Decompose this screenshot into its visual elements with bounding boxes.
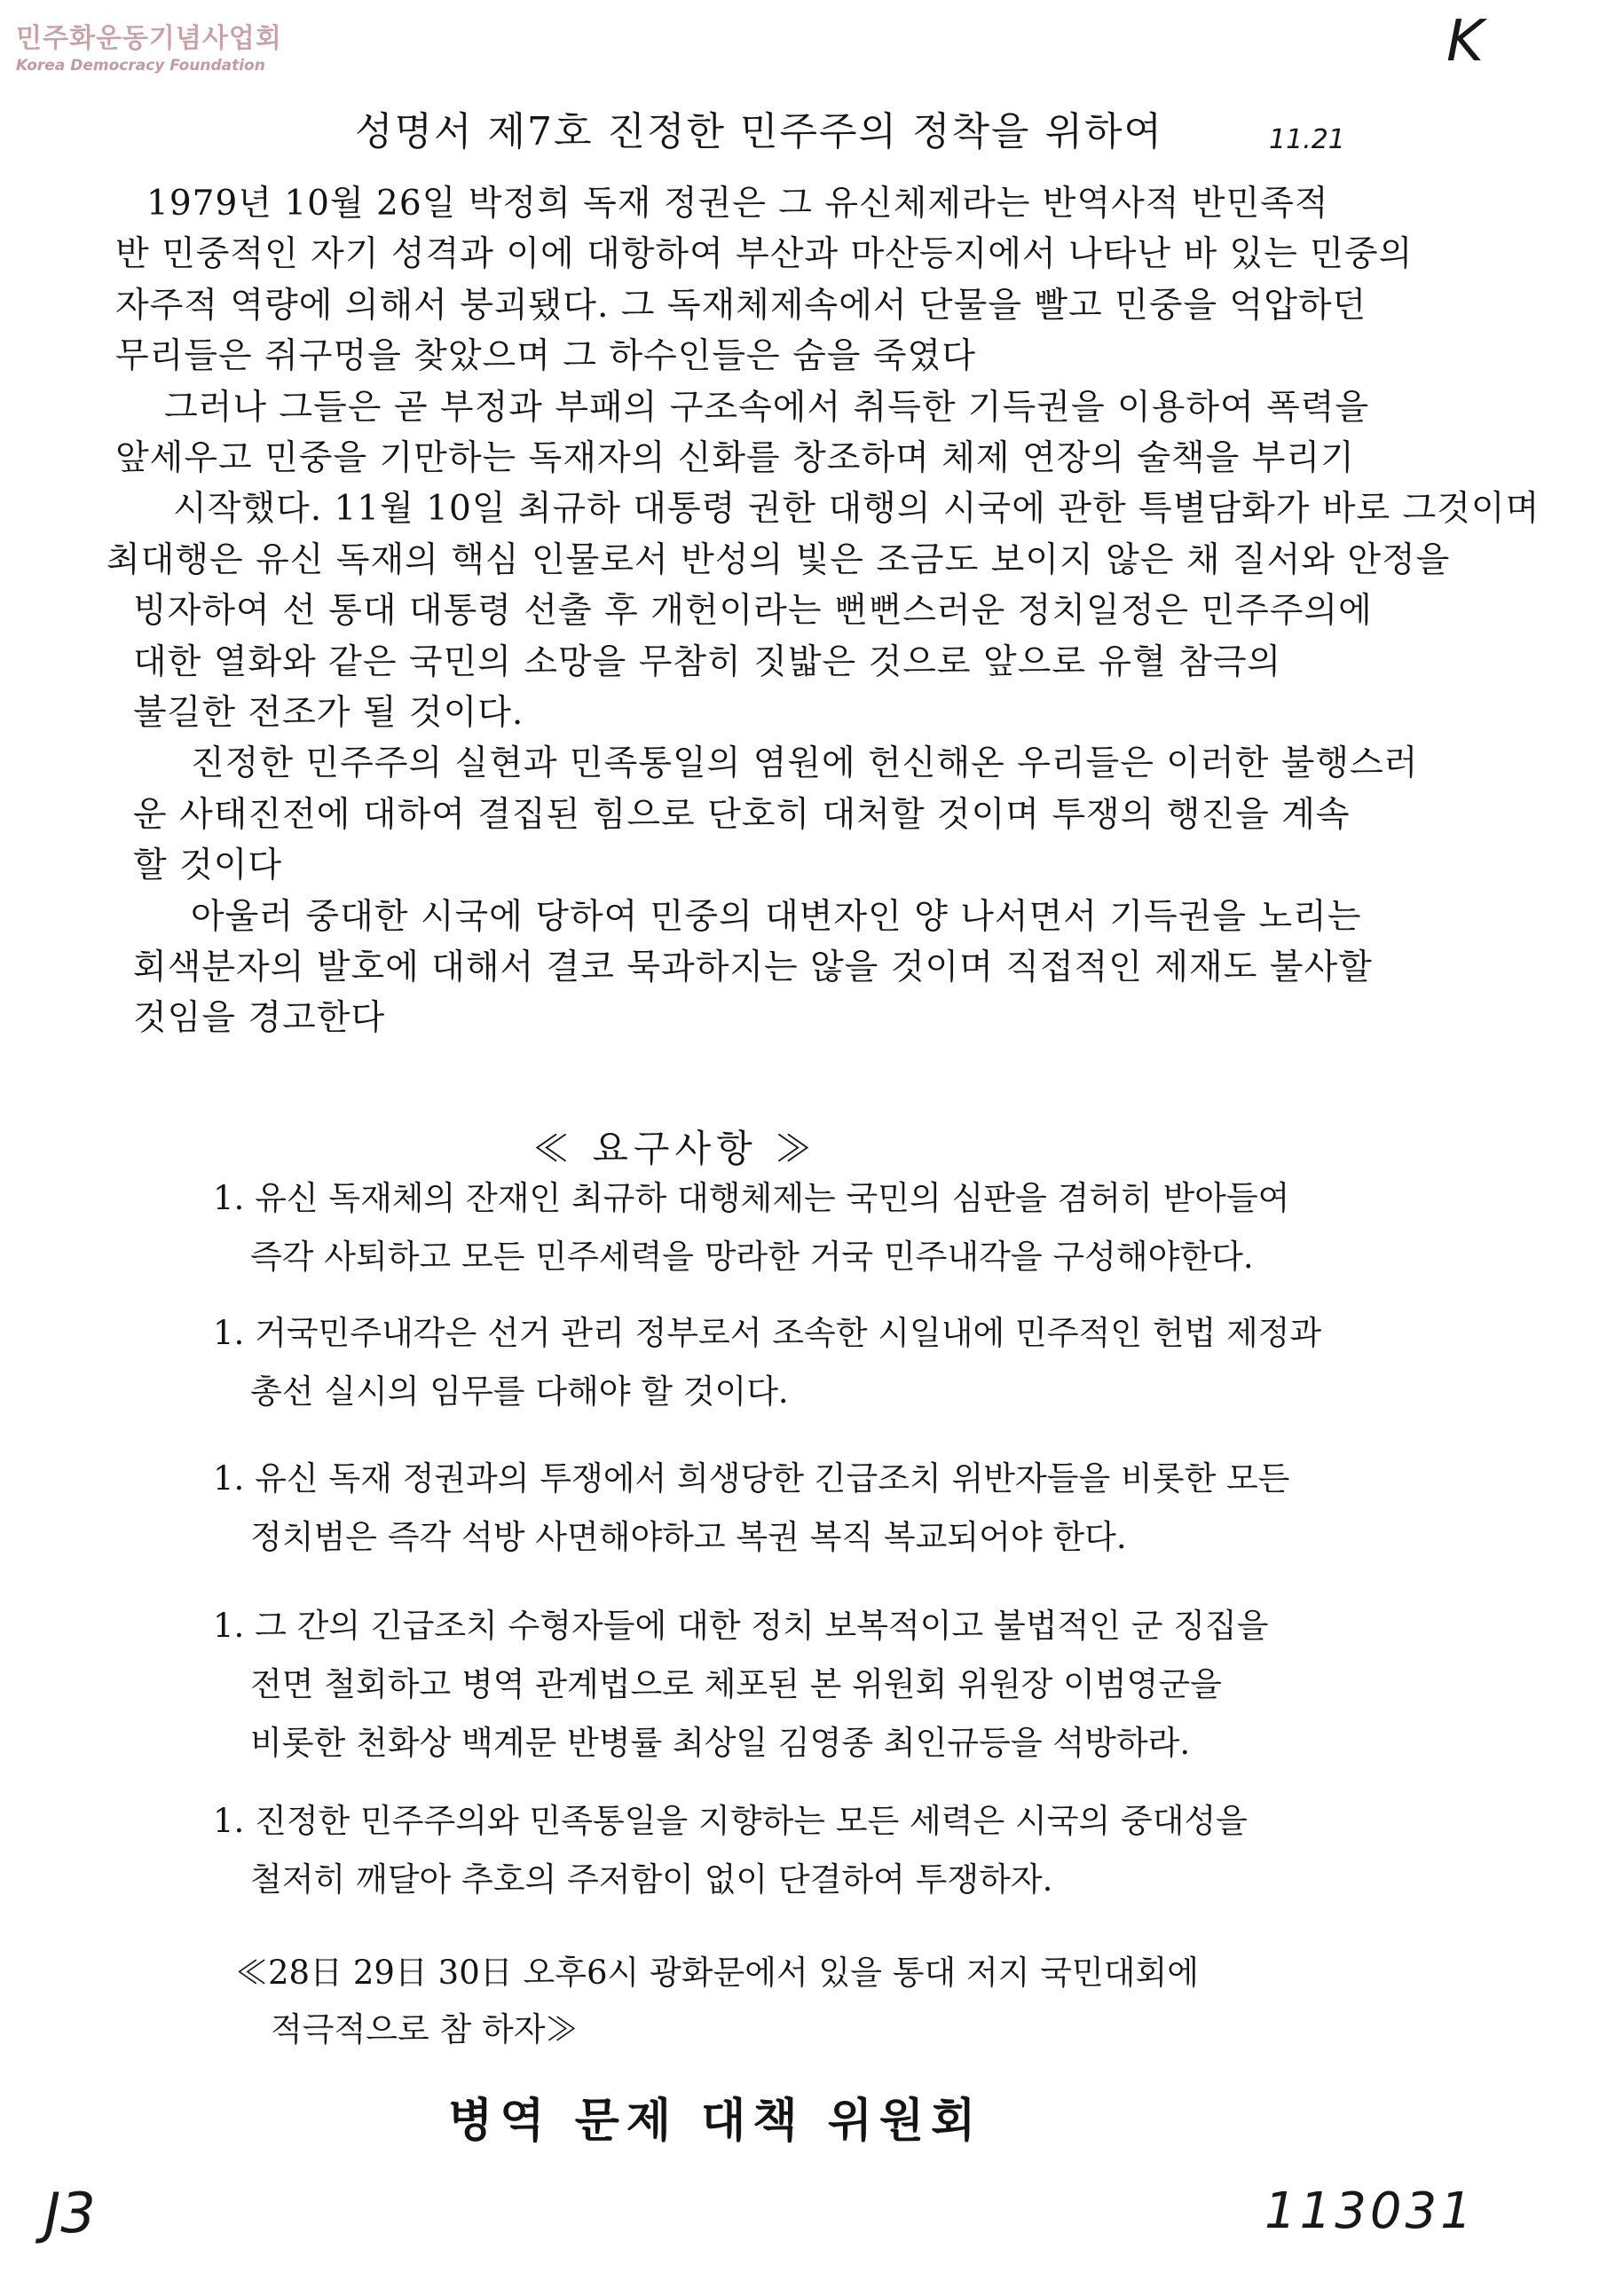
demands-heading: ≪ 요구사항 ≫: [532, 1127, 817, 1170]
demand-item: [213, 1304, 1509, 1421]
demand-item: [213, 1792, 1509, 1909]
signature: 병역 문제 대책 위원회: [448, 2094, 983, 2148]
body-line: 시작했다. 11월 10일 최규하 대통령 권한 대행의 시국에 관한 특별담화가 바로 그것이며: [173, 489, 1540, 529]
rally-notice: [235, 1945, 1199, 2058]
watermark-english: Korea Democracy Foundation: [16, 57, 265, 75]
body-line: 진정한 민주주의 실현과 민족통일의 염원에 헌신해온 우리들은 이러한 불행스러: [191, 743, 1419, 783]
body-line: 최대행은 유신 독재의 핵심 인물로서 반성의 빛은 조금도 보이지 않은 채 질서와 안정을: [106, 540, 1451, 580]
demand-text: 전면 철회하고 병역 관계법으로 체포된 본 위원회 위원장 이범영군을: [250, 1665, 1222, 1703]
body-line: 할 것이다: [133, 845, 283, 885]
demand-text: 그 간의 긴급조치 수형자들에 대한 정치 보복적이고 불법적인 군 징집을: [255, 1607, 1269, 1645]
demand-text: 거국민주내각은 선거 관리 정부로서 조속한 시일내에 민주적인 헌법 제정과: [255, 1314, 1322, 1352]
demand-text: 유신 독재체의 잔재인 최규하 대행체제는 국민의 심판을 겸허히 받아들여: [255, 1179, 1290, 1217]
demand-number: 1.: [213, 1802, 245, 1840]
body-line: 빙자하여 선 통대 대통령 선출 후 개헌이라는 뻔뻔스러운 정치일정은 민주주의에: [133, 591, 1373, 631]
demand-item: [213, 1169, 1509, 1286]
body-line: 그러나 그들은 곧 부정과 부패의 구조속에서 취득한 기득권을 이용하여 폭력을: [164, 388, 1370, 428]
demand-number: 1.: [213, 1179, 245, 1217]
corner-mark: K: [1446, 9, 1484, 75]
demand-number: 1.: [213, 1459, 245, 1498]
watermark: [16, 16, 282, 75]
demand-text: 즉각 사퇴하고 모든 민주세력을 망라한 거국 민주내각을 구성해야한다.: [250, 1238, 1254, 1276]
rally-line: ≪28日 29日 30日 오후6시 광화문에서 있을 통대 저지 국민대회에: [235, 1954, 1199, 1992]
rally-line: 적극적으로 참 하자≫: [271, 2010, 579, 2048]
body-line: 회색분자의 발호에 대해서 결코 묵과하지는 않을 것이며 직접적인 제재도 불사할: [133, 947, 1373, 987]
body-line: 1979년 10월 26일 박정희 독재 정권은 그 유신체제라는 반역사적 반민족적: [146, 184, 1329, 224]
demand-number: 1.: [213, 1607, 245, 1645]
body-line: 무리들은 쥐구멍을 찾았으며 그 하수인들은 숨을 죽였다: [115, 336, 976, 376]
demand-number: 1.: [213, 1314, 245, 1352]
serial-number: 113031: [1264, 2182, 1476, 2240]
demand-text: 유신 독재 정권과의 투쟁에서 희생당한 긴급조치 위반자들을 비롯한 모든: [255, 1459, 1290, 1498]
body-line: 아울러 중대한 시국에 당하여 민중의 대변자인 양 나서면서 기득권을 노리는: [191, 897, 1362, 937]
demand-text: 정치범은 즉각 석방 사면해야하고 복권 복직 복교되어야 한다.: [250, 1518, 1127, 1556]
body-line: 반 민중적인 자기 성격과 이에 대항하여 부산과 마산등지에서 나타난 바 있는 민중의: [115, 234, 1414, 274]
body-line: 자주적 역량에 의해서 붕괴됐다. 그 독재체제속에서 단물을 빨고 민중을 억압하던: [115, 286, 1367, 326]
body-line: 운 사태진전에 대하여 결집된 힘으로 단호히 대처할 것이며 투쟁의 행진을 계속: [133, 795, 1351, 835]
body-line: 불길한 전조가 될 것이다.: [133, 693, 524, 733]
demand-text: 진정한 민주주의와 민족통일을 지향하는 모든 세력은 시국의 중대성을: [255, 1802, 1248, 1840]
body-line: 대한 열화와 같은 국민의 소망을 무참히 짓밟은 것으로 앞으로 유혈 참극의: [133, 642, 1282, 682]
body-line: 앞세우고 민중을 기만하는 독재자의 신화를 창조하며 체제 연장의 술책을 부리기: [115, 438, 1355, 478]
demand-text: 비롯한 천화상 백계문 반병률 최상일 김영종 최인규등을 석방하라.: [250, 1724, 1191, 1762]
archive-mark: J3: [44, 2181, 96, 2245]
statement-title: 성명서 제7호 진정한 민주주의 정착을 위하여: [355, 109, 1163, 154]
date-mark: 11.21: [1269, 124, 1345, 155]
demand-text: 총선 실시의 임무를 다해야 할 것이다.: [250, 1372, 789, 1411]
demand-text: 철저히 깨달아 추호의 주저함이 없이 단결하여 투쟁하자.: [250, 1860, 1053, 1899]
demand-item: [213, 1597, 1509, 1773]
body-line: 것임을 경고한다: [133, 998, 386, 1038]
demand-item: [213, 1450, 1509, 1567]
watermark-korean: 민주화운동기념사업회: [16, 23, 282, 54]
